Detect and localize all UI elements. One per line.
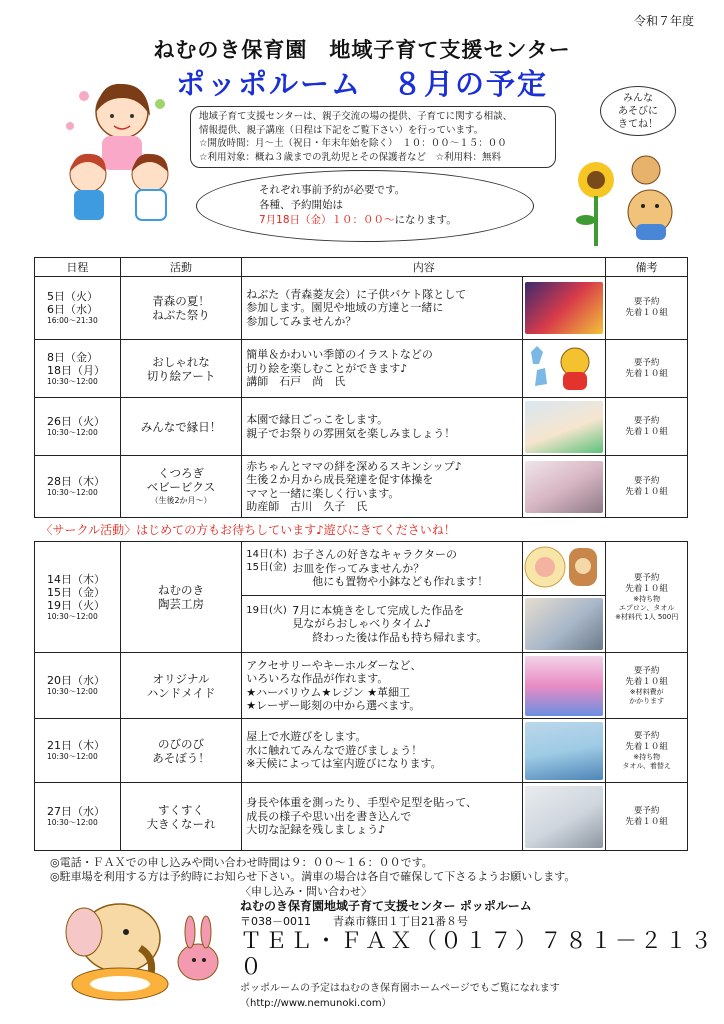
note-line: 要予約 <box>633 572 660 583</box>
activity-line: オリジナル <box>152 671 210 686</box>
character-plates-illustration <box>523 542 603 592</box>
fiscal-year: 令和７年度 <box>633 14 694 28</box>
activity-line: みんなで縁日！ <box>140 419 222 434</box>
activity-cell <box>120 340 241 398</box>
time-line: 16:00～21:30 <box>47 316 98 325</box>
time-line: 10:30～12:00 <box>47 818 98 827</box>
contact-org: ねむのき保育園地域子育て支援センター ポッポルーム <box>240 899 532 913</box>
table-row <box>35 653 688 719</box>
activity-line: 陶芸工房 <box>158 597 205 611</box>
herbarium-photo <box>525 656 603 716</box>
page-title: ねむのき保育園 地域子育て支援センター <box>153 38 571 62</box>
table-row <box>35 542 688 596</box>
content-line: 親子でお祭りの雰囲気を楽しみましょう！ <box>246 426 456 440</box>
activity-line: 青森の夏！ <box>152 294 210 308</box>
content-cell <box>242 277 523 340</box>
activity-cell <box>120 542 241 653</box>
note-line: 先着１０組 <box>625 486 668 497</box>
activity-line: ねむのき <box>158 583 205 597</box>
footer-notes <box>50 856 575 884</box>
table-row <box>35 398 688 456</box>
note-small: ※材料代 1人 500円 <box>615 612 679 621</box>
date-line: 28日（木） <box>47 475 105 488</box>
table-header-row <box>35 258 688 277</box>
measurement-photo <box>525 786 603 848</box>
date-line: 14日（木） <box>47 572 105 586</box>
note-small: エプロン、タオル <box>618 603 675 612</box>
activity-line: あそぼう！ <box>152 750 210 765</box>
content-line: 参加します。園児や地域の方達と一緒に <box>246 301 444 315</box>
date-line: 19日(火) <box>246 604 287 616</box>
activity-cell <box>120 653 241 719</box>
note-line: 先着１０組 <box>625 308 668 318</box>
note-small: ※材料費が <box>629 687 664 696</box>
content-line: いろいろな作品が作れます。 <box>246 672 389 685</box>
content-line: 本園で縁日ごっこをします。 <box>246 413 389 426</box>
note-cell <box>606 340 688 398</box>
activity-line: （生後2か月～） <box>150 495 212 505</box>
content-line: 参加してみませんか？ <box>246 314 357 328</box>
content-cell <box>242 456 523 518</box>
content-line: 大切な記録を残しましょう♪ <box>246 823 386 837</box>
content-line: 簡単＆かわいい季節のイラストなどの <box>246 348 433 362</box>
contact-block <box>240 884 724 1011</box>
time-line: 10:30～12:00 <box>47 687 98 696</box>
bear-cutout-illustration <box>523 340 603 394</box>
date-line: 8日（金） <box>47 350 98 364</box>
photo-cell <box>523 653 606 719</box>
photo-cell <box>523 542 606 596</box>
activity-cell <box>120 719 241 783</box>
footer-note: ◎電話・ＦＡＸでの申し込みや問い合わせ時間は９：００～１６：００です。 <box>50 856 433 869</box>
note-line: 要予約 <box>633 475 660 486</box>
header-date: 日程 <box>35 258 121 277</box>
photo-cell <box>523 783 606 851</box>
date-cell <box>35 542 121 653</box>
content-line: 7月に本焼きをして完成した作品を <box>292 603 465 617</box>
footer-note: ◎駐車場を利用する方は予約時にお知らせ下さい。満車の場合は各自で確保して下さるようお願いします。 <box>50 870 576 883</box>
date-line: 21日（木） <box>47 739 105 752</box>
note-line: 要予約 <box>633 297 660 307</box>
photo-cell <box>523 456 606 518</box>
note-small: ※持ち物 <box>633 594 661 603</box>
content-line: 切り絵を楽しむことができます♪ <box>246 361 408 375</box>
time-line: 10:30～12:00 <box>47 488 98 497</box>
note-cell <box>606 542 688 653</box>
babycise-photo <box>525 461 603 513</box>
note-small: ※持ち物 <box>633 752 661 761</box>
bubble-line: あそびに <box>618 106 658 117</box>
content-line: ★ハーバリウム★レジン ★革細工 <box>246 685 411 699</box>
time-line: 10:30～12:00 <box>47 376 98 386</box>
contact-url: （http://www.nemunoki.com） <box>240 998 392 1009</box>
content-cell <box>242 398 523 456</box>
water-play-photo <box>525 722 603 780</box>
date-line: 6日（水） <box>47 303 98 316</box>
note-line: 要予約 <box>633 665 660 676</box>
table-row <box>35 277 688 340</box>
note-cell <box>606 719 688 783</box>
note-line: 先着１０組 <box>625 676 668 687</box>
activity-cell <box>120 398 241 456</box>
content-line: 屋上で水遊びをします。 <box>246 730 367 744</box>
info-box <box>190 106 556 168</box>
date-line: 20日（水） <box>47 674 105 687</box>
contact-heading: 〈申し込み・問い合わせ〉 <box>240 885 372 898</box>
photo-cell <box>523 277 606 340</box>
content-cell <box>242 542 523 596</box>
bubble-line: きてね！ <box>618 119 658 130</box>
contact-hp-note: ポッポルームの予定はねむのき保育園ホームページでもご覧になれます <box>240 983 560 994</box>
date-line: 27日（水） <box>47 805 105 818</box>
info-line: ☆利用対象：概ね３歳までの乳幼児とその保護者など ☆利用料：無料 <box>199 151 502 163</box>
pottery-photo <box>525 598 603 650</box>
date-line: 14日(木) <box>246 549 287 561</box>
activity-line: ハンドメイド <box>146 685 216 700</box>
content-line: 見ながらおしゃべりタイム♪ <box>292 617 432 631</box>
content-line: ねぶた（青森菱友会）に子供バケト隊として <box>246 287 467 301</box>
content-line: 生後２か月から成長発達を促す体操を <box>246 473 434 486</box>
activity-line: 大きくなーれ <box>146 816 216 831</box>
activity-line: 切り絵アート <box>146 368 216 383</box>
table-row <box>35 340 688 398</box>
note-small: タオル、着替え <box>622 761 671 770</box>
header-content: 内容 <box>242 258 606 277</box>
date-line: 26日（火） <box>47 415 105 428</box>
note-line: 先着１０組 <box>625 368 668 379</box>
content-line: 身長や体重を測ったり、手型や足型を貼って、 <box>246 796 478 810</box>
info-line: ☆開放時間：月～土（祝日・年末年始を除く） １０：００～１５：００ <box>199 138 507 149</box>
content-cell <box>242 719 523 783</box>
date-line: 19日（火） <box>47 598 105 612</box>
reservation-line: 各種、予約開始は <box>259 199 343 211</box>
date-cell <box>35 456 121 518</box>
content-line: アクセサリーやキーホルダーなど、 <box>246 658 422 672</box>
content-line: お皿を作ってみませんか？ <box>292 561 425 575</box>
activity-line: ねぶた祭り <box>152 308 210 322</box>
note-cell <box>606 783 688 851</box>
content-line: 水に触れてみんなで遊びましょう！ <box>246 743 423 757</box>
activity-line: くつろぎ <box>158 465 205 480</box>
speech-bubble <box>600 86 676 136</box>
content-line: 講師 石戸 尚 氏 <box>246 375 346 389</box>
note-line: 先着１０組 <box>625 426 668 437</box>
note-line: 先着１０組 <box>625 816 668 827</box>
date-cell <box>35 398 121 456</box>
festival-photo <box>525 401 603 453</box>
activity-line: ベビービクス <box>146 479 216 494</box>
note-cell <box>606 456 688 518</box>
reservation-notice <box>196 170 534 242</box>
content-cell <box>242 596 523 653</box>
content-line: 終わった後は作品も持ち帰れます。 <box>312 630 488 644</box>
time-line: 10:30～12:00 <box>47 611 98 621</box>
bubble-line: みんな <box>623 93 653 104</box>
activity-cell <box>120 783 241 851</box>
time-line: 10:30～12:00 <box>47 752 98 761</box>
date-line: 18日（月） <box>47 363 105 377</box>
note-cell <box>606 277 688 340</box>
schedule-table <box>34 257 688 851</box>
photo-cell <box>523 719 606 783</box>
page-subtitle: ポッポルーム ８月の予定 <box>175 67 548 101</box>
date-cell <box>35 653 121 719</box>
content-cell <box>242 783 523 851</box>
sunflower-animals-illustration <box>560 140 690 250</box>
note-cell <box>606 653 688 719</box>
table-row <box>35 783 688 851</box>
note-line: 先着１０組 <box>625 741 668 752</box>
info-line: 地域子育て支援センターは、親子交流の場の提供、子育てに関する相談、 <box>199 111 513 122</box>
note-small: かかります <box>629 696 665 705</box>
note-line: 先着１０組 <box>625 583 668 594</box>
activity-line: すくすく <box>158 802 205 817</box>
content-cell <box>242 340 523 398</box>
note-line: 要予約 <box>633 730 660 741</box>
date-cell <box>35 277 121 340</box>
note-cell <box>606 398 688 456</box>
content-line: 赤ちゃんとママの絆を深めるスキンシップ♪ <box>246 459 462 473</box>
table-row <box>35 456 688 518</box>
nebuta-photo <box>525 282 603 334</box>
photo-cell <box>523 398 606 456</box>
note-line: 要予約 <box>633 357 660 368</box>
content-line: 助産師 古川 久子 氏 <box>246 500 368 513</box>
date-cell <box>35 783 121 851</box>
activity-line: おしゃれな <box>152 354 210 369</box>
elephant-rabbit-illustration <box>60 888 230 1008</box>
content-line: ママと一緒に楽しく行います。 <box>246 486 400 500</box>
date-cell <box>35 719 121 783</box>
photo-cell <box>523 596 606 653</box>
circle-banner: 〈サークル活動〉はじめての方もお待ちしています♪遊びにきてくださいね！ <box>35 518 688 542</box>
info-line: 情報提供、親子講座（日程は下記をご覧下さい）を行っています。 <box>199 124 484 136</box>
content-line: 成長の様子や思い出を書き込んで <box>246 809 412 823</box>
reservation-line: それぞれ事前予約が必要です。 <box>259 184 406 196</box>
content-line: お子さんの好きなキャラクターの <box>292 548 458 562</box>
content-cell <box>242 653 523 719</box>
content-line: ★レーザー彫刻の中から選べます。 <box>246 699 421 712</box>
header-activity: 活動 <box>120 258 241 277</box>
note-line: 要予約 <box>633 805 660 816</box>
date-cell <box>35 340 121 398</box>
header-notes: 備考 <box>606 258 688 277</box>
date-line: 15日（金） <box>47 585 105 599</box>
activity-cell <box>120 277 241 340</box>
table-row <box>35 719 688 783</box>
reservation-date: 7月18日（金）１０：００～ <box>259 214 395 226</box>
banner-row <box>35 518 688 542</box>
activity-cell <box>120 456 241 518</box>
contact-phone: ＴＥＬ・ＦＡＸ（０１７）７８１－２１３０ <box>240 929 716 980</box>
date-line: 5日（火） <box>47 290 98 303</box>
date-line: 15日(金) <box>246 562 287 574</box>
contact-address: 〒038－0011 青森市篠田１丁目21番８号 <box>240 915 468 928</box>
teacher-children-illustration <box>50 76 200 226</box>
content-line: 他にも置物や小鉢なども作れます！ <box>312 575 489 589</box>
photo-cell <box>523 340 606 398</box>
content-line: ※天候によっては室内遊びになります。 <box>246 757 442 771</box>
time-line: 10:30～12:00 <box>47 428 98 437</box>
reservation-line: になります。 <box>394 214 457 226</box>
note-line: 要予約 <box>633 415 660 426</box>
activity-line: のびのび <box>158 736 205 751</box>
